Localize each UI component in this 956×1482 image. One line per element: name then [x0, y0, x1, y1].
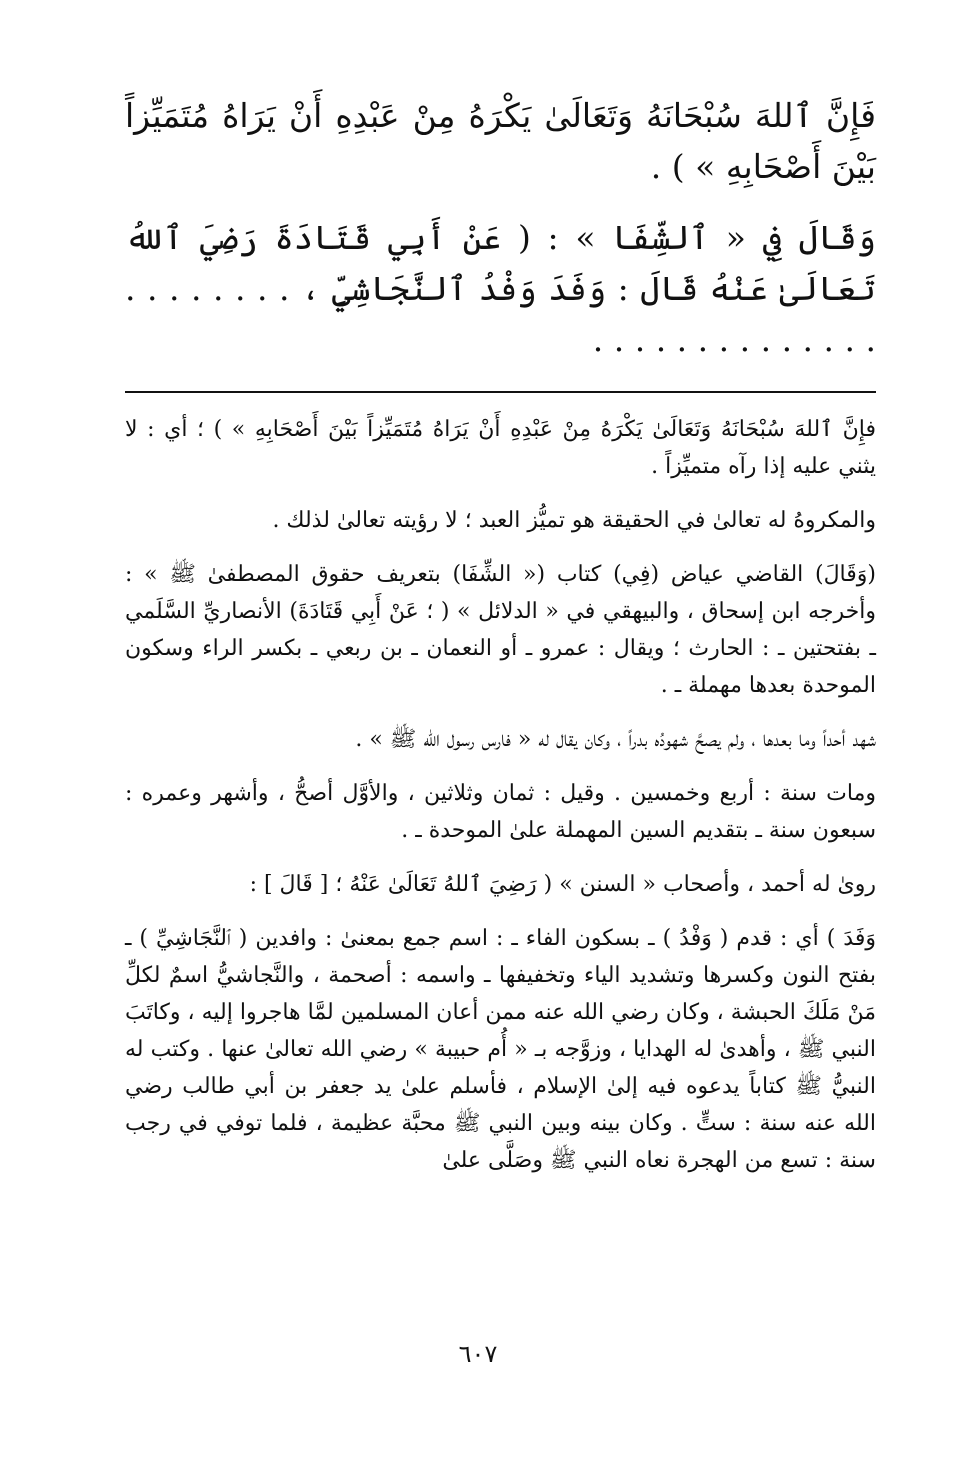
commentary — [125, 411, 876, 1179]
main-text — [125, 90, 876, 365]
commentary-paragraph: روىٰ له أحمد ، وأصحاب « السنن » ( رَضِيَ ٱللهُ تَعَالَىٰ عَنْهُ ؛ [ قَالَ ] : — [249, 872, 876, 897]
main-paragraph: فَإِنَّ ٱللهَ سُبْحَانَهُ وَتَعَالَىٰ يَكْرَهُ مِنْ عَبْدِهِ أَنْ يَرَاهُ مُتَمَيِّزاً بَيْنَ أَصْحَابِهِ » ) . — [125, 96, 876, 186]
commentary-paragraph: ومات سنة : أربع وخمسين . وقيل : ثمان وثلاثين ، والأوَّل أصحُّ ، وأشهر وعمره : سبعون سنة ـ بتقديم السين المهملة علىٰ الموحدة ـ . — [125, 781, 876, 843]
commentary-paragraph: (وَقَالَ) القاضي عياض (فِي) كتاب (« الشِّفَا) بتعريف حقوق المصطفىٰ ﷺ » : وأخرجه ابن إسحاق ، والبيهقي في « الدلائل » ( ؛ عَنْ أَبِي قَتَادَةَ) الأنصاريِّ السَّلَمي ـ بفتحتين ـ : الحارث ؛ ويقال : عمرو ـ أو النعمان ـ بن ربعي ـ بكسر الراء وسكون الموحدة بعدها مهملة ـ . — [125, 562, 876, 698]
page-number: ٦٠٧ — [458, 1340, 498, 1368]
commentary-paragraph: شهد أحداً وما بعدها ، ولم يصحَّ شهودُه بدراً ، وكان يقال له « فارس رسول الله ﷺ » . — [355, 727, 876, 752]
commentary-paragraph: وَفَدَ ) أي : قدم ( وَفْدُ ) ـ بسكون الفاء ـ : اسم جمع بمعنىٰ : وافدين ( ٱلنَّجَاشِيِّ ) ـ بفتح النون وكسرها وتشديد الياء وتخفيفها ـ واسمه : أصحمة ، والنَّجاشيُّ اسمٌ لكلِّ مَنْ مَلَكَ الحبشة ، وكان رضي الله عنه ممن أعان المسلمين لمَّا هاجروا إليه ، وكاتَبَ النبي ﷺ ، وأهدىٰ له الهدايا ، وزوَّجه بـ « أُم حبيبة » رضي الله تعالىٰ عنها . وكتب له النبيُّ ﷺ كتاباً يدعوه فيه إلىٰ الإسلام ، فأسلم علىٰ يد جعفر بن أبي طالب رضي الله عنه سنة : ستٍّ . وكان بينه وبين النبي ﷺ محبَّة عظيمة ، فلما توفي في رجب سنة : تسع من الهجرة نعاه النبي ﷺ وصَلَّى علىٰ — [125, 926, 876, 1173]
footnote-divider — [125, 391, 876, 393]
main-paragraph: وَقَالَ فِي « ٱلشِّفَا » : ( عَنْ أَبِي قَتَادَةَ رَضِيَ ٱللهُ تَعَالَىٰ عَنْهُ قَالَ : وَفَدَ وَفْدُ ٱلنَّجَاشِيِّ ، . . . . . . . . . . . . . . . . . . . . . . — [125, 218, 876, 359]
commentary-paragraph: فإِنَّ ٱللهَ سُبْحَانَهُ وَتَعَالَىٰ يَكْرَهُ مِنْ عَبْدِهِ أَنْ يَرَاهُ مُتَمَيِّزاً بَيْنَ أَصْحَابِهِ » ) ؛ أي : لا يثني عليه إذا رآه متميِّزاً . — [125, 417, 876, 479]
commentary-paragraph: والمكروهُ له تعالىٰ في الحقيقة هو تميُّز العبد ؛ لا رؤيته تعالىٰ لذلك . — [272, 508, 876, 533]
